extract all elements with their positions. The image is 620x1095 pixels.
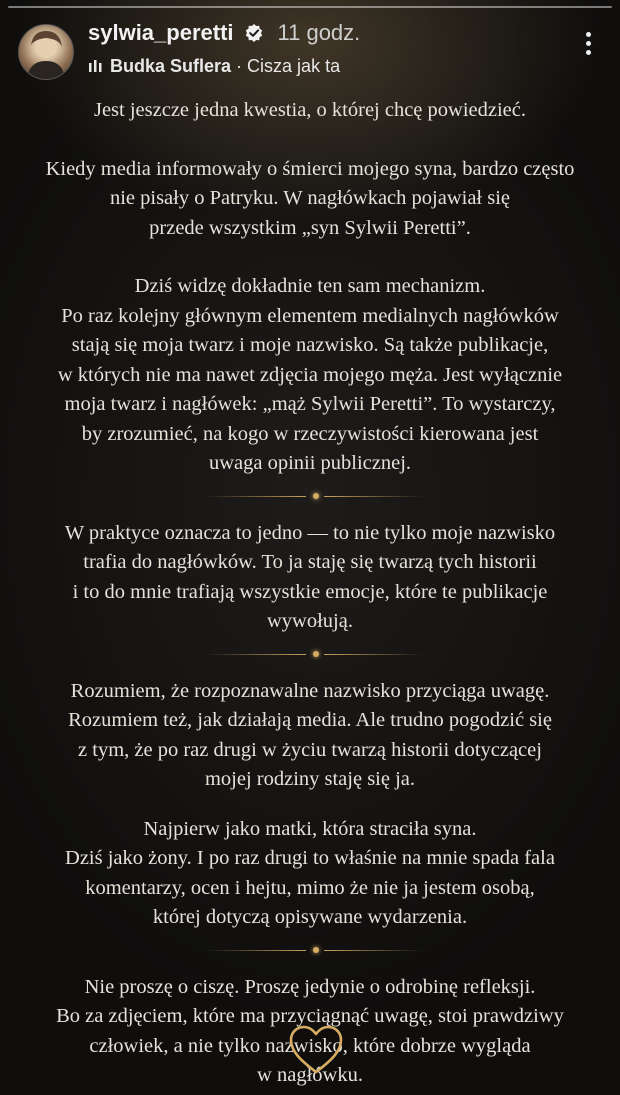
username[interactable]: sylwia_peretti bbox=[88, 20, 234, 45]
text-line: stają się moja twarz i moje nazwisko. Są także publikacje, bbox=[71, 334, 549, 356]
gold-divider bbox=[30, 487, 590, 507]
text-line: W praktyce oznacza to jedno — to nie tylko moje nazwisko bbox=[64, 521, 556, 544]
text-line: Nie proszę o ciszę. Proszę jedynie o odrobinę refleksji. bbox=[84, 975, 536, 998]
music-bars-icon bbox=[88, 60, 104, 72]
user-line bbox=[88, 20, 360, 46]
music-separator: · bbox=[231, 56, 248, 76]
more-vertical-icon bbox=[586, 32, 591, 37]
text-line: komentarzy, ocen i hejtu, mimo że nie ja jestem osobą, bbox=[85, 876, 535, 899]
story-paragraph-1 bbox=[30, 96, 590, 126]
text-line: Dziś widzę dokładnie ten sam mechanizm. bbox=[134, 275, 486, 297]
outline-heart-icon bbox=[288, 1024, 344, 1076]
avatar-photo-icon bbox=[19, 25, 73, 79]
story-paragraph-3 bbox=[30, 272, 590, 479]
text-line: by zrozumieć, na kogo w rzeczywistości kierowana jest bbox=[81, 422, 539, 445]
text-line: Rozumiem, że rozpoznawalne nazwisko przyciąga uwagę. bbox=[70, 679, 550, 702]
post-time: 11 godz. bbox=[277, 20, 361, 45]
verified-badge-icon bbox=[244, 23, 264, 43]
gold-divider-dot-icon bbox=[313, 493, 319, 499]
story-paragraph-6 bbox=[30, 815, 590, 933]
story-text bbox=[30, 96, 590, 1091]
text-line: Po raz kolejny głównym elementem medialnych nagłówków bbox=[61, 304, 559, 327]
gold-divider bbox=[30, 941, 590, 961]
text-line: trafia do nagłówków. To ja staję się twarzą tych historii bbox=[83, 551, 537, 573]
text-line: Bo za zdjęciem, które ma przyciągnąć uwagę, stoi prawdziwy bbox=[56, 1005, 564, 1027]
story-progress-bar bbox=[8, 6, 612, 8]
text-line: Kiedy media informowały o śmierci mojego syna, bardzo często bbox=[45, 157, 575, 180]
text-line: moja twarz i nagłówek: „mąż Sylwii Peretti”. To wystarczy, bbox=[64, 393, 556, 415]
text-line: przede wszystkim „syn Sylwii Peretti”. bbox=[149, 216, 471, 239]
music-artist: Budka Suflera bbox=[110, 56, 232, 76]
gold-divider-dot-icon bbox=[313, 651, 319, 657]
text-line: mojej rodziny staję się ja. bbox=[204, 768, 416, 790]
music-song: Cisza jak ta bbox=[247, 56, 341, 76]
story-header bbox=[14, 18, 606, 78]
text-line: uwaga opinii publicznej. bbox=[208, 452, 412, 474]
text-line: w których nie ma nawet zdjęcia mojego męża. Jest wyłącznie bbox=[57, 363, 563, 386]
text-line: Dziś jako żony. I po raz drugi to właśnie na mnie spada fala bbox=[65, 847, 555, 869]
more-options-button[interactable] bbox=[580, 32, 596, 62]
text-line: w nagłówku. bbox=[257, 1064, 363, 1086]
music-attribution[interactable] bbox=[88, 56, 340, 77]
avatar[interactable] bbox=[18, 24, 74, 80]
text-line: której dotyczą opisywane wydarzenia. bbox=[152, 906, 468, 928]
story-paragraph-5 bbox=[30, 677, 590, 795]
story-paragraph-4 bbox=[30, 519, 590, 637]
story-paragraph-2 bbox=[30, 155, 590, 244]
text-line: Najpierw jako matki, która straciła syna. bbox=[143, 817, 477, 840]
text-line: wywołują. bbox=[267, 610, 353, 632]
text-line: Rozumiem też, jak działają media. Ale trudno pogodzić się bbox=[68, 709, 552, 731]
gold-divider-dot-icon bbox=[313, 947, 319, 953]
text-line: i to do mnie trafiają wszystkie emocje, które te publikacje bbox=[72, 580, 548, 603]
gold-divider bbox=[30, 645, 590, 665]
text-line: człowiek, a nie tylko nazwisko, które dobrze wygląda bbox=[89, 1034, 531, 1057]
text-line: nie pisały o Patryku. W nagłówkach pojawiał się bbox=[109, 187, 511, 209]
text-line: Jest jeszcze jedna kwestia, o której chcę powiedzieć. bbox=[93, 99, 526, 121]
text-line: z tym, że po raz drugi w życiu twarzą historii dotyczącej bbox=[78, 738, 542, 761]
